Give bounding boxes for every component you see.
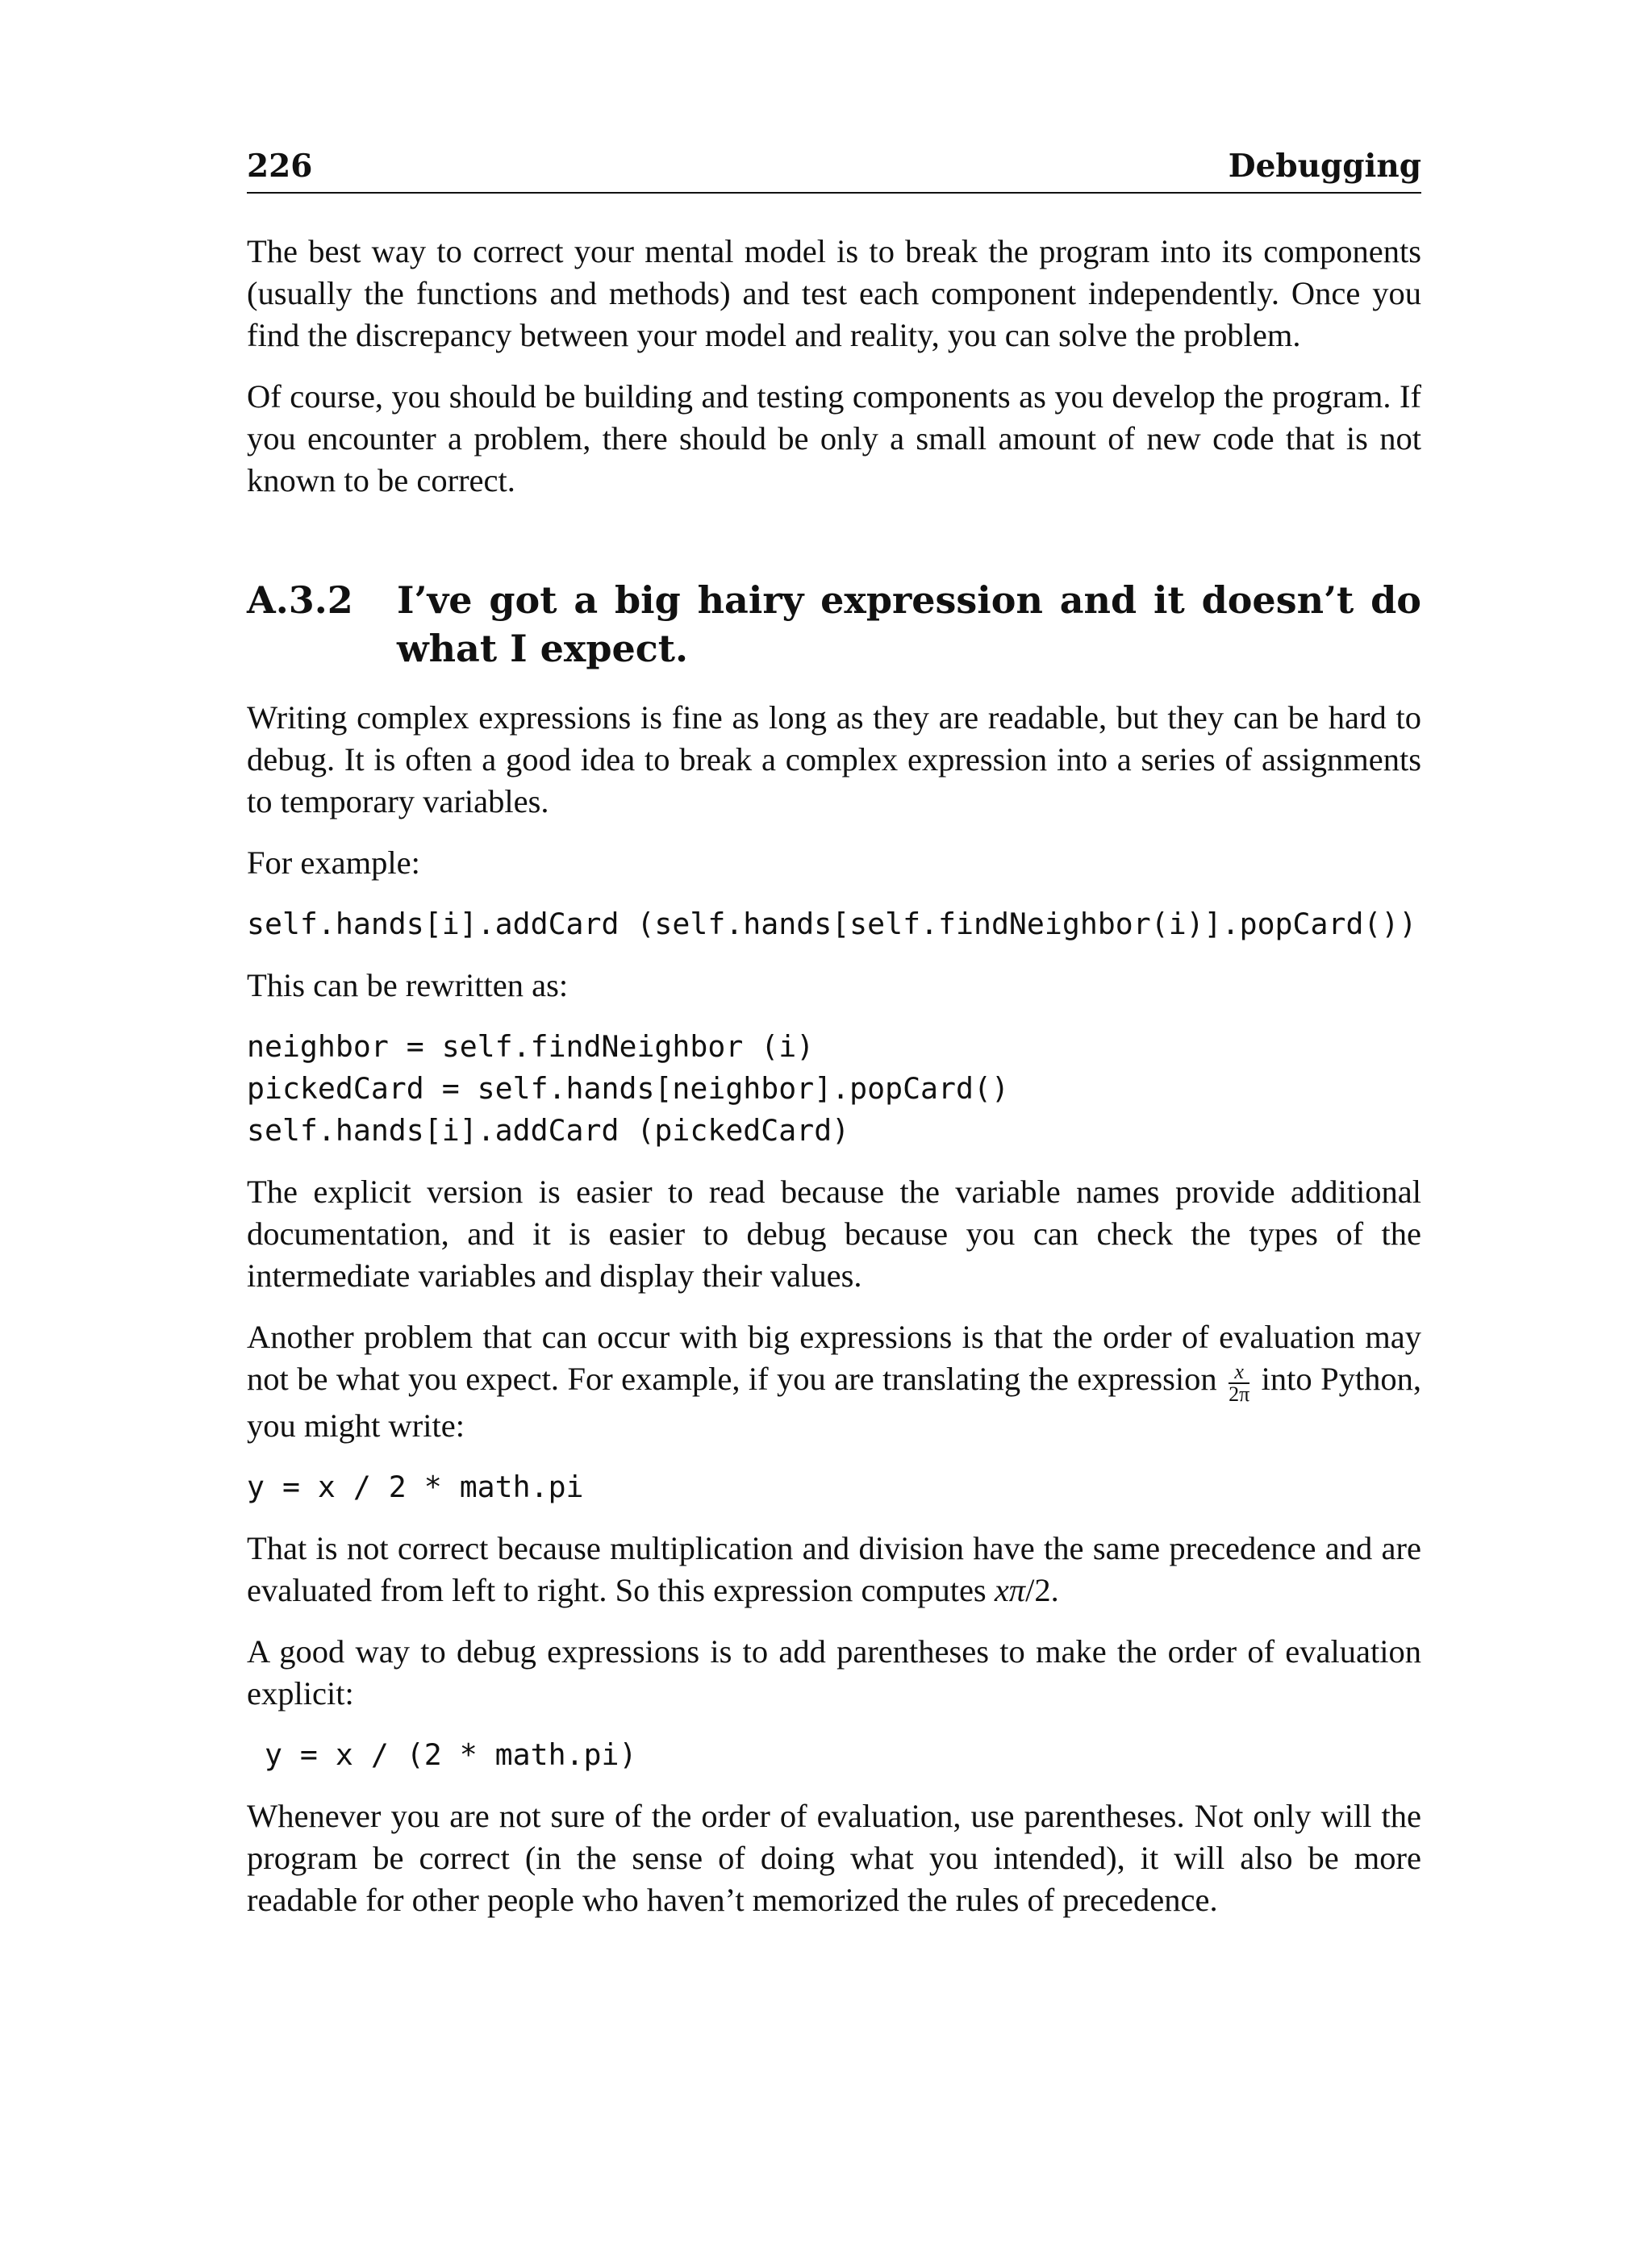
- paragraph-order-text-before: Another problem that can occur with big expressions is that the order of evaluation may not be what you expect. For example, if you are translating the expression: [247, 1319, 1421, 1397]
- section-title: I’ve got a big hairy expression and it doesn’t do what I expect.: [397, 578, 1421, 670]
- code-block-original: self.hands[i].addCard (self.hands[self.findNeighbor(i)].popCard()): [247, 907, 1417, 941]
- paragraph-not-correct-after: /2.: [1025, 1572, 1059, 1608]
- paragraph-not-correct-before: That is not correct because multiplication and division have the same precedence and are evaluated from left to right. So this expression computes: [247, 1530, 1421, 1608]
- code-block-correct: y = x / (2 * math.pi): [247, 1737, 637, 1772]
- code-block-rewritten: neighbor = self.findNeighbor (i) pickedCard = self.hands[neighbor].popCard() self.hands[i].addCard (pickedCard): [247, 1029, 1009, 1148]
- paragraph-for-example: For example:: [247, 844, 420, 881]
- paragraph-mental-model: The best way to correct your mental model is to break the program into its components (usually the functions and methods) and test each component independently. Once you find the discrepancy between your model and reality, you can solve the problem.: [247, 233, 1421, 353]
- paragraph-use-parentheses: Whenever you are not sure of the order of evaluation, use parentheses. Not only will the program be correct (in the sense of doing what you intended), it will also be more readable for other people who haven’t memorized the rules of precedence.: [247, 1798, 1421, 1918]
- fraction-denominator: 2π: [1229, 1382, 1250, 1406]
- paragraph-order-of-evaluation: [247, 1316, 1421, 1447]
- paragraph-add-parentheses: A good way to debug expressions is to add parentheses to make the order of evaluation explicit:: [247, 1633, 1421, 1712]
- paragraph-complex-expressions: Writing complex expressions is fine as long as they are readable, but they can be hard to debug. It is often a good idea to break a complex expression into a series of assignments to temporary variables.: [247, 699, 1421, 819]
- paragraph-not-correct: [247, 1528, 1421, 1611]
- page-number: 226: [247, 148, 313, 185]
- section-number: A.3.2: [247, 578, 353, 622]
- book-page: [247, 145, 1421, 1921]
- running-header: [247, 145, 1421, 194]
- code-block-incorrect: y = x / 2 * math.pi: [247, 1470, 584, 1504]
- math-x-pi: xπ: [994, 1572, 1026, 1608]
- paragraph-explicit-version: The explicit version is easier to read because the variable names provide additional documentation, and it is easier to debug because you can check the types of the intermediate variables and display their values.: [247, 1174, 1421, 1294]
- paragraph-rewritten: This can be rewritten as:: [247, 967, 569, 1003]
- section-heading: [247, 576, 1421, 673]
- fraction-x-over-2pi: [1229, 1361, 1249, 1405]
- paragraph-testing-components: Of course, you should be building and testing components as you develop the program. If you encounter a problem, there should be only a small amount of new code that is not known to be correct.: [247, 378, 1421, 498]
- paragraph-order-text-after: into Python, you might write:: [247, 1361, 1421, 1444]
- fraction-numerator: x: [1229, 1361, 1249, 1384]
- chapter-title: Debugging: [1228, 148, 1421, 185]
